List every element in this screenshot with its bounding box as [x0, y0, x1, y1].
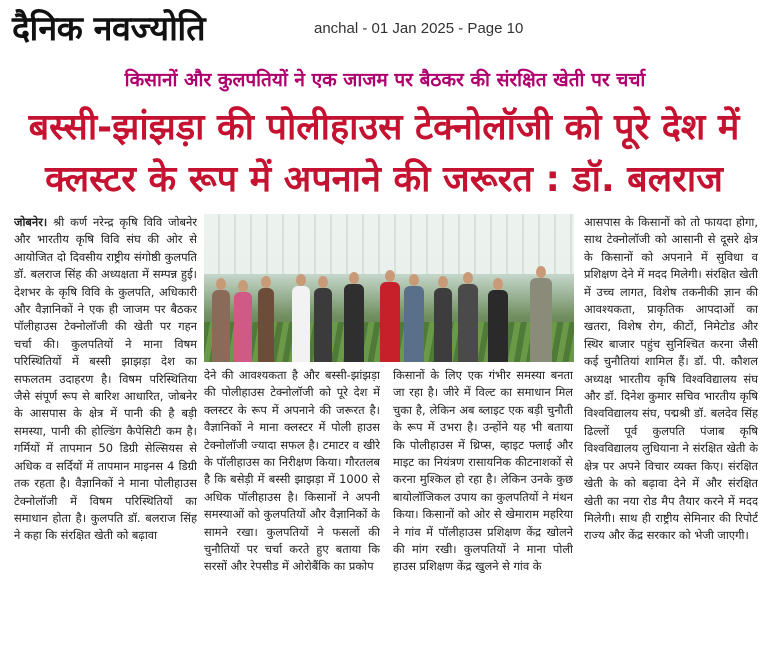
article-column-4: आसपास के किसानों को तो फायदा होगा, साथ टेक्नोलॉजी को आसानी से दूसरे क्षेत्र के किसानों को अपनाने में सुविधा व प्रशिक्षण देने में मदद मिलेगी। संरक्षित खेती में उच्च लागत, विशेष तकनीकी ज्ञान की आवश्यकता, प्राकृतिक आपदाओं का खतरा, विशेष रोग, कीटों, निमेटोड और स्थिर बाजार पहुंच सुनिश्चित करना जैसी कई चुनौतियां शामिल हैं। डॉ. पी. कौशल अध्यक्ष भारतीय कृषि विश्वविद्यालय संघ और डॉ. दिनेश कुमार सचिव भारतीय कृषि विश्वविद्यालय संघ, पद्मश्री डॉ. बलदेव सिंह ढिल्लों पूर्व कुलपति पंजाब कृषि विश्वविद्यालय लुधियाना ने संरक्षित खेती के क्षेत्र पर अपने विचार व्यक्त किए। संरक्षित खेती के को बढ़ावा देने में और संरक्षित खेती का नया रोड मैप तैयार करने में मदद मिलेगी। साथ ही राष्ट्रीय सेमिनार की रिपोर्ट राज्य और केंद्र सरकार को भेजी जाएगी।	[584, 215, 758, 543]
photo-person	[314, 288, 332, 362]
article-column-3: किसानों के लिए एक गंभीर समस्या बनता जा रहा है। जीरे में विल्ट का समाधान मिल चुका है, लेकिन अब ब्लाइट एक बड़ी चुनौती के रूप में उभरा है। उन्होंने यह भी बताया कि पोलीहाउस में थ्रिप्स, व्हाइट फ्लाई और माइट का नियंत्रण रासायनिक कीटनाशकों से करना मुश्किल हो रहा है। लेकिन उनके कुछ बायोलॉजिकल उपाय का कुलपतियों ने मंथन किया। किसानों को ओर से खेमाराम महरिया ने गांव में पॉलीहाउस प्रशिक्षण केंद्र खोलने की मांग रखी। कुलपतियों ने माना पोली हाउस प्रशिक्षण केंद्र खुलने से गांव के	[393, 368, 573, 574]
photo-person	[530, 278, 552, 362]
photo-person	[488, 290, 508, 362]
photo-person	[292, 286, 310, 362]
polyhouse-roof	[204, 214, 574, 274]
article-photo	[204, 214, 574, 362]
article-column-1	[14, 214, 197, 654]
column-1-text: श्री कर्ण नरेन्द्र कृषि विवि जोबनेर और भारतीय कृषि विवि संघ की ओर से आयोजित दो दिवसीय राष्ट्रीय संगोष्ठी कुलपति डॉ. बलराज सिंह की अध्यक्षता में सम्पन्न हुई। देशभर के कृषि विवि के कुलपति, अधिकारी और वैज्ञानिकों ने एक ही जाजम पर बैठकर पॉलीहाउस टेक्नोलॉजी की खेती पर गहन चर्चा की। कुलपतियों ने माना विषम परिस्थितियों में बस्सी झाझड़ा देश का सफलतम उदाहरण है। विषम परिस्थितिया जैसे संपूर्ण रूप से बारिश आधारित, जोबनेर के आसपास के क्षेत्र में पानी की है बड़ी समस्या, पानी की होल्डिंग कैपेसिटी कम है। गर्मियों में तापमान 50 डिग्री सेल्सियस से अधिक व सर्दियों में तापमान माइनस 4 डिग्री तक रहता है। वैज्ञानिकों ने माना पोलीहाउस टेक्नोलॉजी में विषम परिस्थितियों का समाधान होता है। कुलपति डॉ. बलराज सिंह ने कहा कि संरक्षित खेती को बढ़ावा	[14, 215, 197, 543]
photo-person	[344, 284, 364, 362]
headline-line-1: बस्सी-झांझड़ा की पोलीहाउस टेक्नोलॉजी को पूरे देश में	[28, 107, 740, 148]
dateline: जोबनेर।	[14, 215, 48, 229]
photo-person	[212, 290, 230, 362]
newspaper-masthead: दैनिक नवज्योति	[12, 9, 206, 49]
photo-person	[380, 282, 400, 362]
article-kicker: किसानों और कुलपतियों ने एक जाजम पर बैठकर की संरक्षित खेती पर चर्चा	[124, 69, 646, 91]
photo-person	[458, 284, 478, 362]
edition-info: anchal - 01 Jan 2025 - Page 10	[314, 20, 524, 37]
article-column-2: देने की आवश्यकता है और बस्सी-झांझड़ा की पोलीहाउस टेक्नोलॉजी को पूरे देश में क्लस्टर के रूप में अपनाने की जरूरत है। वैज्ञानिकों ने माना क्लस्टर में पोली हाउस टेक्नोलॉजी ज्यादा सफल है। टमाटर व खीरे के पॉलीहाउस का निरीक्षण किया। गौरतलब है कि बसेड़ी में बस्सी झाझड़ा में 1000 से अधिक पॉलीहाउस है। किसानों ने अपनी समस्याओं को कुलपतियों और वैज्ञानिकों के सामने रखा। कुलपतियों ने फसलों की चुनौतियों पर चर्चा करते हुए बताया कि सरसों और रेपसीड में ओरोबैंकि का प्रकोप	[204, 368, 380, 574]
photo-person	[258, 288, 274, 362]
headline-line-2: क्लस्टर के रूप में अपनाने की जरूरत : डॉ. बलराज	[45, 159, 723, 200]
photo-person	[234, 292, 252, 362]
photo-person	[434, 288, 452, 362]
photo-person	[404, 286, 424, 362]
